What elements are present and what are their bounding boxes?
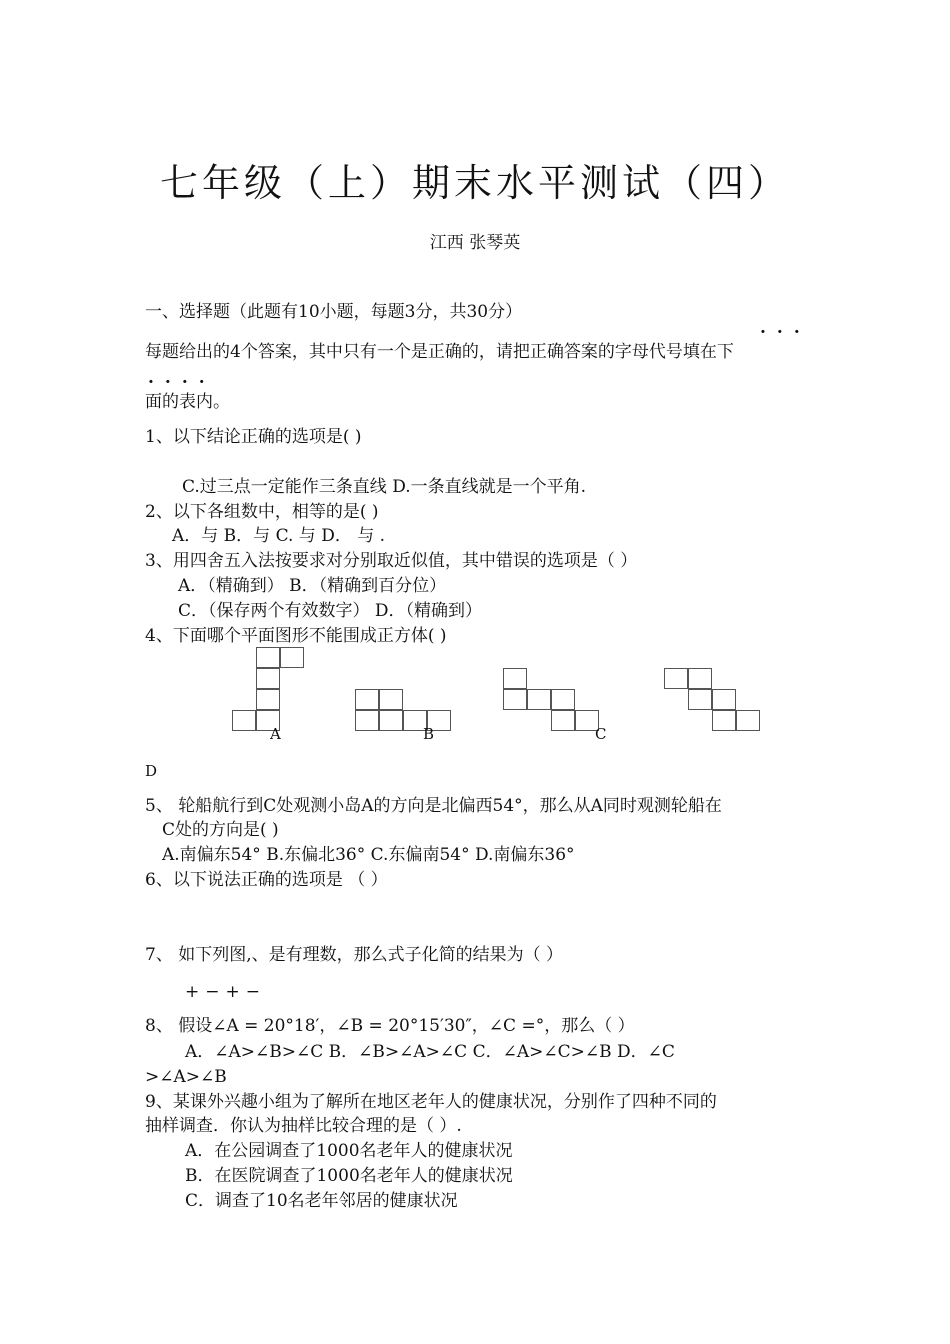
section-heading: 一、选择题（此题有10小题，每题3分，共30分） [145,302,523,322]
question-2: 2、以下各组数中，相等的是( ) [145,502,379,522]
figure-label-b: B [423,725,435,743]
question-5: 5、 轮船航行到C处观测小岛A的方向是北偏西54°，那么从A同时观测轮船在 [145,796,722,816]
question-6: 6、以下说法正确的选项是 （ ） [145,870,388,890]
question-1-options: C.过三点一定能作三条直线 D.一条直线就是一个平角. [182,477,587,497]
page-title: 七年级（上）期末水平测试（四） [159,161,790,205]
question-7: 7、 如下列图,、是有理数，那么式子化简的结果为（ ） [145,945,564,965]
question-4: 4、下面哪个平面图形不能围成正方体( ) [145,626,447,646]
question-9: 9、某课外兴趣小组为了解所在地区老年人的健康状况，分别作了四种不同的 [145,1092,717,1112]
instruction-line: 面的表内。 [145,392,230,412]
question-8-options-cont: >∠A>∠B [145,1067,227,1087]
figure-label-a: A [270,725,281,743]
question-5-line2: C处的方向是( ) [162,820,279,840]
question-7-expression: +−+− [185,982,266,1002]
question-8-options: A．∠A>∠B>∠C B．∠B>∠A>∠C C．∠A>∠C>∠B D．∠C [185,1042,675,1062]
question-2-options: A．与 B．与 C. 与 D． 与 . [172,526,386,546]
question-9-option-b: B．在医院调查了1000名老年人的健康状况 [185,1166,513,1186]
question-3-options: A．（精确到） B．（精确到百分位） [178,576,447,596]
emphasis-dots: .... [148,368,216,388]
figure-label-c: C [595,725,607,743]
question-8: 8、 假设∠A = 20°18′，∠B = 20°15′30″，∠C =°，那么（ ） [145,1016,635,1036]
question-1: 1、以下结论正确的选项是( ) [145,427,362,447]
question-9-option-c: C．调查了10名老年邻居的健康状况 [185,1191,458,1211]
author: 江西 张琴英 [429,233,521,253]
question-9-line2: 抽样调查．你认为抽样比较合理的是（ ）. [145,1116,462,1136]
figure-label-d: D [145,762,158,780]
question-3: 3、用四舍五入法按要求对分别取近似值，其中错误的选项是（ ） [145,551,638,571]
emphasis-dots: ... [760,318,811,338]
question-9-option-a: A．在公园调查了1000名老年人的健康状况 [185,1141,513,1161]
question-5-options: A.南偏东54° B.东偏北36° C.东偏南54° D.南偏东36° [162,845,575,865]
instruction-line: 每题给出的4个答案，其中只有一个是正确的，请把正确答案的字母代号填在下 [145,342,734,362]
question-3-options: C．（保存两个有效数字） D．（精确到） [178,601,483,621]
